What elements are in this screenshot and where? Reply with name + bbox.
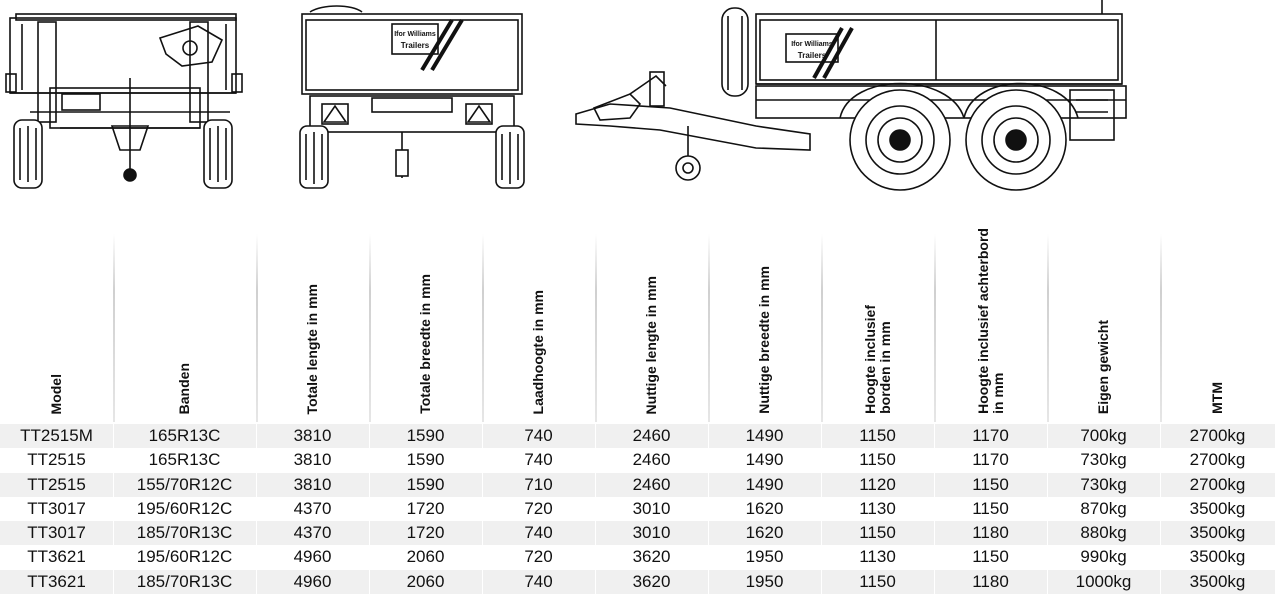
column-header-totale-breedte xyxy=(369,228,482,422)
column-header-label: Nuttige breedte in mm xyxy=(756,266,772,414)
column-header-totale-lengte xyxy=(256,228,369,422)
cell-totale-lengte: 4370 xyxy=(256,497,369,521)
cell-laadhoogte: 720 xyxy=(482,497,595,521)
table-row xyxy=(0,497,1275,521)
column-header-hoogte-borden xyxy=(821,228,934,422)
column-header-nuttige-breedte xyxy=(708,228,821,422)
cell-model: TT3621 xyxy=(27,547,86,567)
cell-nuttige-breedte: 1490 xyxy=(708,448,821,472)
cell-model: TT2515M xyxy=(20,426,93,445)
column-separator xyxy=(821,234,823,422)
cell-laadhoogte: 720 xyxy=(482,545,595,569)
column-separator xyxy=(1047,234,1049,422)
column-header-label: Totale breedte in mm xyxy=(417,274,433,414)
cell-eigen-gewicht: 700kg xyxy=(1047,424,1160,448)
cell-mtm: 3500kg xyxy=(1160,497,1275,521)
cell-totale-lengte: 4960 xyxy=(256,545,369,569)
column-separator xyxy=(595,234,597,422)
cell-totale-lengte: 3810 xyxy=(256,448,369,472)
cell-totale-breedte: 2060 xyxy=(369,570,482,594)
cell-laadhoogte: 740 xyxy=(482,521,595,545)
column-separator xyxy=(113,234,115,422)
cell-hoogte-achterbord: 1180 xyxy=(934,570,1047,594)
cell-banden: 185/70R13C xyxy=(113,521,256,545)
column-header-model xyxy=(0,228,113,422)
column-separator xyxy=(482,234,484,422)
cell-totale-breedte: 1590 xyxy=(369,473,482,497)
cell-nuttige-breedte: 1950 xyxy=(708,545,821,569)
cell-nuttige-breedte: 1620 xyxy=(708,497,821,521)
column-header-label: Nuttige lengte in mm xyxy=(643,275,659,414)
cell-nuttige-lengte: 3010 xyxy=(595,497,708,521)
column-separator xyxy=(256,234,258,422)
cell-eigen-gewicht: 730kg xyxy=(1047,473,1160,497)
cell-hoogte-achterbord: 1180 xyxy=(934,521,1047,545)
table-row xyxy=(0,473,1275,497)
cell-hoogte-achterbord: 1150 xyxy=(934,473,1047,497)
cell-mtm: 2700kg xyxy=(1160,473,1275,497)
cell-model: TT3621 xyxy=(27,571,86,591)
specifications-table xyxy=(0,228,1275,596)
cell-eigen-gewicht: 870kg xyxy=(1047,497,1160,521)
cell-model: TT2515 xyxy=(27,474,86,494)
column-separator xyxy=(369,234,371,422)
cell-hoogte-borden: 1150 xyxy=(821,570,934,594)
column-header-label: MTM xyxy=(1209,382,1225,414)
column-separator xyxy=(934,234,936,422)
cell-laadhoogte: 740 xyxy=(482,424,595,448)
cell-nuttige-breedte: 1620 xyxy=(708,521,821,545)
table-body xyxy=(0,424,1275,594)
cell-totale-breedte: 1590 xyxy=(369,424,482,448)
cell-totale-breedte: 1720 xyxy=(369,521,482,545)
cell-nuttige-lengte: 3620 xyxy=(595,570,708,594)
cell-hoogte-achterbord: 1150 xyxy=(934,497,1047,521)
cell-model: TT3017 xyxy=(27,498,86,518)
cell-model: TT2515 xyxy=(27,450,86,470)
cell-banden: 185/70R13C xyxy=(113,570,256,594)
column-header-banden xyxy=(113,228,256,422)
svg-text:Trailers: Trailers xyxy=(400,41,430,50)
cell-eigen-gewicht: 990kg xyxy=(1047,545,1160,569)
column-header-nuttige-lengte xyxy=(595,228,708,422)
column-header-eigen-gewicht xyxy=(1047,228,1160,422)
cell-totale-lengte: 4370 xyxy=(256,521,369,545)
column-header-label: Hoogte inclusief achterbord in mm xyxy=(974,228,1006,414)
cell-banden: 155/70R12C xyxy=(113,473,256,497)
table-row xyxy=(0,521,1275,545)
cell-hoogte-borden: 1120 xyxy=(821,473,934,497)
cell-laadhoogte: 740 xyxy=(482,570,595,594)
cell-banden: 195/60R12C xyxy=(113,497,256,521)
table-row xyxy=(0,545,1275,569)
cell-nuttige-lengte: 3620 xyxy=(595,545,708,569)
column-header-laadhoogte xyxy=(482,228,595,422)
cell-mtm: 3500kg xyxy=(1160,545,1275,569)
cell-mtm: 2700kg xyxy=(1160,424,1275,448)
column-header-hoogte-achterbord xyxy=(934,228,1047,422)
column-separator xyxy=(1160,234,1162,422)
column-header-label: Hoogte inclusief borden in mm xyxy=(861,305,893,414)
cell-laadhoogte: 740 xyxy=(482,448,595,472)
cell-mtm: 3500kg xyxy=(1160,521,1275,545)
cell-mtm: 2700kg xyxy=(1160,448,1275,472)
cell-nuttige-lengte: 2460 xyxy=(595,448,708,472)
cell-hoogte-borden: 1150 xyxy=(821,424,934,448)
cell-hoogte-borden: 1130 xyxy=(821,497,934,521)
cell-banden: 165R13C xyxy=(113,424,256,448)
logo-mark-rear: Ifor Williams xyxy=(394,31,436,38)
cell-model: TT3017 xyxy=(27,523,86,543)
column-header-label: Totale lengte in mm xyxy=(304,283,320,414)
cell-laadhoogte: 710 xyxy=(482,473,595,497)
table-header xyxy=(0,228,1275,422)
cell-hoogte-borden: 1150 xyxy=(821,521,934,545)
column-header-label: Laadhoogte in mm xyxy=(530,289,546,414)
table-row xyxy=(0,570,1275,594)
trailer-drawings xyxy=(0,0,1275,200)
cell-mtm: 3500kg xyxy=(1160,570,1275,594)
cell-totale-breedte: 1590 xyxy=(369,448,482,472)
cell-eigen-gewicht: 730kg xyxy=(1047,448,1160,472)
cell-banden: 165R13C xyxy=(113,448,256,472)
column-header-label: Banden xyxy=(176,362,192,414)
cell-banden: 195/60R12C xyxy=(113,545,256,569)
cell-eigen-gewicht: 880kg xyxy=(1047,521,1160,545)
column-separator xyxy=(708,234,710,422)
column-header-label: Eigen gewicht xyxy=(1095,319,1111,414)
cell-hoogte-borden: 1150 xyxy=(821,448,934,472)
cell-nuttige-lengte: 2460 xyxy=(595,473,708,497)
cell-nuttige-breedte: 1490 xyxy=(708,473,821,497)
cell-nuttige-breedte: 1490 xyxy=(708,424,821,448)
cell-totale-breedte: 1720 xyxy=(369,497,482,521)
table-row xyxy=(0,424,1275,448)
svg-text:Trailers: Trailers xyxy=(797,51,827,60)
trailer-rear-view xyxy=(292,0,532,200)
cell-hoogte-achterbord: 1170 xyxy=(934,448,1047,472)
trailer-side-view xyxy=(570,0,1130,200)
cell-nuttige-lengte: 3010 xyxy=(595,521,708,545)
cell-totale-lengte: 3810 xyxy=(256,473,369,497)
cell-totale-breedte: 2060 xyxy=(369,545,482,569)
column-header-label: Model xyxy=(48,373,64,414)
cell-nuttige-breedte: 1950 xyxy=(708,570,821,594)
logo-mark-side: Ifor Williams xyxy=(791,41,833,48)
cell-hoogte-achterbord: 1170 xyxy=(934,424,1047,448)
table-row xyxy=(0,448,1275,472)
cell-totale-lengte: 3810 xyxy=(256,424,369,448)
cell-nuttige-lengte: 2460 xyxy=(595,424,708,448)
cell-totale-lengte: 4960 xyxy=(256,570,369,594)
trailer-front-view xyxy=(0,0,260,200)
column-header-mtm xyxy=(1160,228,1275,422)
cell-hoogte-achterbord: 1150 xyxy=(934,545,1047,569)
cell-hoogte-borden: 1130 xyxy=(821,545,934,569)
cell-eigen-gewicht: 1000kg xyxy=(1047,570,1160,594)
